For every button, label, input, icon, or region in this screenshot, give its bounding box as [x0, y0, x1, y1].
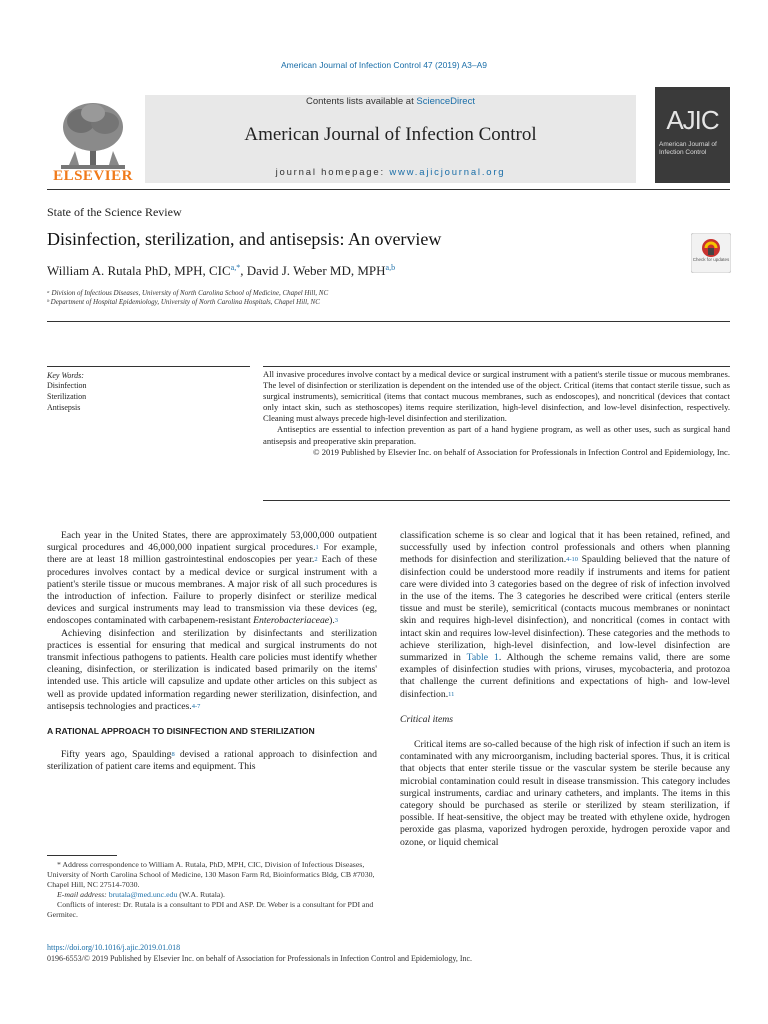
- keywords-heading: Key Words:: [47, 371, 84, 380]
- keywords-rule: [47, 366, 250, 367]
- cover-logo: AJIC: [666, 105, 719, 135]
- reference-link[interactable]: 8: [171, 751, 175, 759]
- check-updates-label: Check for updates: [692, 257, 730, 262]
- footnotes: [47, 860, 377, 920]
- cover-subtitle: American Journal of Infection Control: [659, 141, 717, 156]
- affiliation-a: ᵃ Division of Infectious Diseases, University of North Carolina School of Medicine, Chapel Hill, NC: [47, 289, 329, 297]
- subsection-heading: Critical items: [400, 713, 454, 725]
- body-paragraph: [47, 749, 377, 773]
- author-line: [47, 263, 395, 279]
- text-run: devised a rational approach to disinfection and sterilization of patient care items and equipment. This: [47, 749, 377, 773]
- text-run: Spaulding believed that the nature of disinfection could be understood more readily if instruments and items for patient care were divided into 3 categories based on the degree of risk of infection involved in the use of the items. The 3 categories he described were critical (enters sterile tissue and must be sterile), semicritical (contacts mucous membranes or nonintact skin and requires high-level disinfection), and noncritical (comes in contact with intact skin and requires low-level disinfection). These categories and the methods to achieve sterilization, high-level disinfection, and low-level disinfection are summarized in: [400, 554, 730, 664]
- abstract-paragraph: All invasive procedures involve contact by a medical device or surgical instrument with a patient's sterile tissue or mucous membranes. The level of disinfection or sterilization is dependent on the intended use of the object. Critical (items that contact sterile tissue, such as surgical instruments), semicritical (items that contact mucous membranes, such as endoscopes), and noncritical (devices that contact only intact skin, such as stethoscopes) items require sterilization, high-level disinfection, and low-level disinfection, respectively. Cleaning must always precede high-level disinfection and sterilization.: [263, 369, 730, 424]
- abstract-paragraph: Antiseptics are essential to infection prevention as part of a hand hygiene program, as well as other uses, such as surgical hand antisepsis and preoperative skin preparation.: [263, 424, 730, 446]
- homepage-link[interactable]: www.ajicjournal.org: [389, 167, 506, 178]
- reference-link[interactable]: 4-7: [191, 702, 201, 710]
- section-heading: A RATIONAL APPROACH TO DISINFECTION AND STERILIZATION: [47, 726, 315, 737]
- author-1-affil-marks: a,: [230, 263, 237, 272]
- footnote-address: * Address correspondence to William A. Rutala, PhD, MPH, CIC, Division of Infectious Diseases, University of North Carolina School of Medicine, 130 Mason Farm Rd, Bioinformatics Bldg, CB #7030, Chapel Hill, NC 27514-7030.: [47, 860, 375, 889]
- sciencedirect-link[interactable]: ScienceDirect: [416, 96, 475, 107]
- email-link[interactable]: brutala@med.unc.edu: [108, 890, 178, 899]
- author-1-corresponding: *: [236, 263, 241, 272]
- text-run: Fifty years ago, Spaulding: [61, 749, 172, 761]
- reference-link[interactable]: 4-10: [566, 556, 579, 564]
- journal-cover: [655, 87, 730, 183]
- keyword-item: Sterilization: [47, 392, 87, 401]
- text-run: . Although the scheme remains valid, there are some examples of disinfection studies with prions, viruses, mycobacteria, and protozoa that challenge the current definitions and expectations of high- and low-level disinfection.: [400, 652, 730, 700]
- affiliation-b: ᵇ Department of Hospital Epidemiology, University of North Carolina Hospitals, Chapel Hill, NC: [47, 298, 320, 306]
- body-paragraph: [400, 530, 730, 701]
- footnote-conflicts: Conflicts of interest: Dr. Rutala is a consultant to PDI and ASP. Dr. Weber is a consultant for PDI and Germitec.: [47, 900, 374, 919]
- keyword-item: Antisepsis: [47, 403, 81, 412]
- reference-link[interactable]: 3: [334, 617, 339, 625]
- contents-prefix: Contents lists available at: [306, 96, 417, 107]
- elsevier-wordmark: ELSEVIER: [53, 168, 133, 184]
- journal-homepage: [145, 167, 636, 178]
- journal-title: American Journal of Infection Control: [244, 124, 537, 145]
- contents-line: [145, 96, 636, 107]
- homepage-prefix: journal homepage:: [275, 167, 390, 178]
- body-right-column: [400, 530, 730, 849]
- text-run-italic: Enterobacteriaceae: [253, 615, 330, 627]
- table-1-link[interactable]: Table 1: [466, 652, 499, 664]
- text-run: For example, there are at least 18 million gastrointestinal endoscopies per year.: [47, 542, 378, 566]
- author-2: , David J. Weber MD, MPH: [240, 263, 386, 278]
- text-run: Each of these procedures involves contact by a medical device or surgical instrument with a patient's sterile tissue or mucous membranes. A major risk of all such procedures is the introduction of infection. Failure to properly disinfect or sterilize medical devices and surgical instruments may lead to transmission via these devices (eg, endoscopes contaminated with carbapenem-resistant: [47, 554, 377, 627]
- header-divider: [47, 189, 730, 190]
- check-for-updates-icon[interactable]: [691, 233, 731, 273]
- email-suffix: (W.A. Rutala).: [177, 890, 225, 899]
- abstract-bottom-rule: [263, 500, 730, 501]
- text-run: classification scheme is so clear and logical that it has been retained, refined, and successfully used by infection control professionals and others when planning methods for disinfection and sterilization.: [400, 530, 730, 566]
- author-2-affil[interactable]: a,b: [385, 263, 396, 272]
- article-title: Disinfection, sterilization, and antisepsis: An overview: [47, 229, 442, 249]
- text-run: Achieving disinfection and sterilization by disinfectants and sterilization practices is essential for ensuring that medical and surgical instruments do not transmit infectious pathogens to patients. Health care policies must identify whether cleaning, disinfection, or sterilization is indicated based primarily on the items' intended use. This article will capsulize and update other articles on this subject as well as provide updated information regarding newer sterilization, disinfection, and antisepsis technologies and practices.: [47, 627, 377, 712]
- body-paragraph: Critical items are so-called because of the high risk of infection if such an item is contaminated with any microorganism, including bacterial spores. Thus, it is critical that objects that enter sterile tissue or the vascular system be sterile because any microbial contamination could result in disease transmission. This category includes surgical instruments, cardiac and urinary catheters, and implants. The items in this category should be purchased as sterile or sterilized by steam sterilization, if possible. If heat-sensitive, the object may be treated with ethylene oxide, hydrogen peroxide gas plasma, vaporized hydrogen peroxide, hydrogen peroxide vapor and ozone, or liquid chemical: [400, 739, 730, 848]
- affiliation-divider: [47, 321, 730, 322]
- abstract-copyright: © 2019 Published by Elsevier Inc. on behalf of Association for Professionals in Infection Control and Epidemiology, Inc.: [313, 446, 730, 457]
- reference-link[interactable]: 11: [448, 690, 455, 698]
- author-1: William A. Rutala PhD, MPH, CIC: [47, 263, 231, 278]
- text-run: Each year in the United States, there are approximately 53,000,000 outpatient surgical procedures and 46,000,000 inpatient surgical procedures.: [47, 530, 377, 554]
- abstract: [263, 369, 730, 458]
- keyword-item: Disinfection: [47, 381, 87, 390]
- reference-link[interactable]: 1: [315, 544, 319, 552]
- author-1-affil[interactable]: [231, 263, 241, 272]
- body-paragraph: [47, 628, 377, 713]
- issn-copyright: 0196-6553/© 2019 Published by Elsevier Inc. on behalf of Association for Professionals in Infection Control and Epidemiology, Inc.: [47, 954, 473, 963]
- footnote-divider: [47, 855, 117, 856]
- body-paragraph: [47, 530, 377, 628]
- body-left-column: [47, 530, 377, 774]
- abstract-rule: [263, 366, 730, 367]
- article-type: State of the Science Review: [47, 205, 182, 219]
- email-label: E-mail address:: [57, 890, 109, 899]
- footnote-email: [47, 890, 377, 900]
- text-run: ).: [329, 615, 335, 627]
- doi-link[interactable]: https://doi.org/10.1016/j.ajic.2019.01.018: [47, 943, 181, 952]
- reference-link[interactable]: 2: [314, 556, 318, 564]
- journal-citation: American Journal of Infection Control 47 (2019) A3–A9: [280, 60, 487, 70]
